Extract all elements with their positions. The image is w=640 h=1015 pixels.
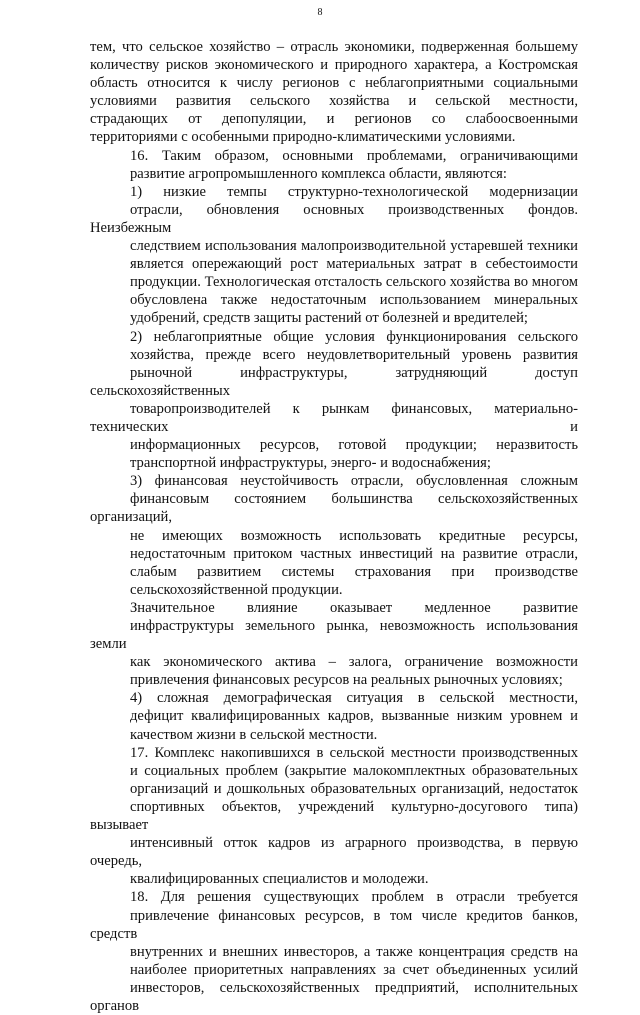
text-line: условиями развития сельского хозяйства и сельской местности, <box>90 93 578 110</box>
text-line: удобрений, средств защиты растений от болезней и вредителей; <box>130 310 528 327</box>
text-line: качеством жизни в сельской местности. <box>130 726 378 743</box>
paragraph <box>90 38 578 147</box>
paragraph <box>90 328 578 473</box>
text-line: сельскохозяйственной продукции. <box>130 581 343 598</box>
paragraph <box>90 744 578 889</box>
text-line: привлечения финансовых ресурсов на реальных рыночных условиях; <box>130 672 563 689</box>
text-line: 17. Комплекс накопившихся в сельской местности производственных <box>130 744 578 761</box>
text-line: внутренних и внешних инвесторов, а также концентрация средств на <box>130 943 578 960</box>
paragraph <box>90 599 578 689</box>
text-line: Значительное влияние оказывает медленное развитие <box>130 599 578 616</box>
text-line: хозяйства, прежде всего неудовлетворительный уровень развития <box>130 346 578 363</box>
text-line: 4) сложная демографическая ситуация в сельской местности, <box>130 690 578 707</box>
text-line: дефицит квалифицированных кадров, вызванные низким уровнем и <box>130 708 578 725</box>
text-line: организаций и дошкольных образовательных организаций, недостаток <box>130 780 578 797</box>
paragraph <box>90 472 578 599</box>
text-line: страдающих от депопуляции, и регионов со слабоосвоенными <box>90 111 578 128</box>
text-line: спортивных объектов, учреждений культурно-досугового типа) вызывает <box>90 798 578 834</box>
text-line: информационных ресурсов, готовой продукции; неразвитость <box>130 437 578 454</box>
paragraph <box>90 689 578 743</box>
text-line: инфраструктуры земельного рынка, невозможность использования земли <box>90 618 578 653</box>
text-line: развитие агропромышленного комплекса области, являются: <box>130 165 507 182</box>
text-line: отрасли, обновления основных производственных фондов. Неизбежным <box>90 201 578 236</box>
text-line: финансовым состоянием большинства сельскохозяйственных организаций, <box>90 491 578 526</box>
text-line: инвесторов, сельскохозяйственных предприятий, исполнительных органов <box>90 979 578 1014</box>
text-line: следствием использования малопроизводительной устаревшей техники <box>130 238 578 255</box>
text-line: привлечение финансовых ресурсов, в том числе кредитов банков, средств <box>90 907 578 942</box>
text-line: территориями с особенными природно-климатическими условиями. <box>90 129 516 146</box>
page-number: 8 <box>317 7 323 18</box>
text-line: 1) низкие темпы структурно-технологической модернизации <box>130 183 578 200</box>
text-line: недостаточным притоком частных инвестиций на развитие отрасли, <box>130 545 578 562</box>
text-line: слабым развитием системы страхования при производстве <box>130 563 578 580</box>
text-line: 2) неблагоприятные общие условия функционирования сельского <box>130 328 578 345</box>
text-line: тем, что сельское хозяйство – отрасль экономики, подверженная большему <box>90 39 578 55</box>
text-line: рыночной инфраструктуры, затрудняющий доступ сельскохозяйственных <box>90 364 578 399</box>
text-line: наиболее приоритетных направлениях за счет объединенных усилий <box>130 961 578 978</box>
text-line: товаропроизводителей к рынкам финансовых, материально-технических и <box>90 400 578 435</box>
text-line: не имеющих возможность использовать кредитные ресурсы, <box>130 527 578 544</box>
text-line: транспортной инфраструктуры, энерго- и водоснабжения; <box>130 455 491 472</box>
text-line: 16. Таким образом, основными проблемами, ограничивающими <box>130 147 578 164</box>
paragraph <box>90 888 578 1015</box>
text-line: область относится к числу регионов с неблагоприятными социальными <box>90 75 578 92</box>
text-line: 18. Для решения существующих проблем в отрасли требуется <box>130 889 578 906</box>
text-line: как экономического актива – залога, ограничение возможности <box>130 654 578 671</box>
text-line: интенсивный отток кадров из аграрного производства, в первую очередь, <box>90 835 578 870</box>
text-line: 3) финансовая неустойчивость отрасли, обусловленная сложным <box>130 473 578 490</box>
paragraph <box>90 147 578 183</box>
text-line: количеству рисков экономического и природного характера, а Костромская <box>90 57 578 74</box>
paragraph <box>90 183 578 328</box>
text-line: продукции. Технологическая отсталость сельского хозяйства во многом <box>130 274 578 291</box>
text-line: и социальных проблем (закрытие малокомплектных образовательных <box>130 762 578 779</box>
text-line: квалифицированных специалистов и молодежи. <box>130 871 429 888</box>
text-line: обусловлена также недостаточным использованием минеральных <box>130 292 578 309</box>
document-body <box>90 38 578 1015</box>
text-line: является опережающий рост материальных затрат в себестоимости <box>130 256 578 273</box>
